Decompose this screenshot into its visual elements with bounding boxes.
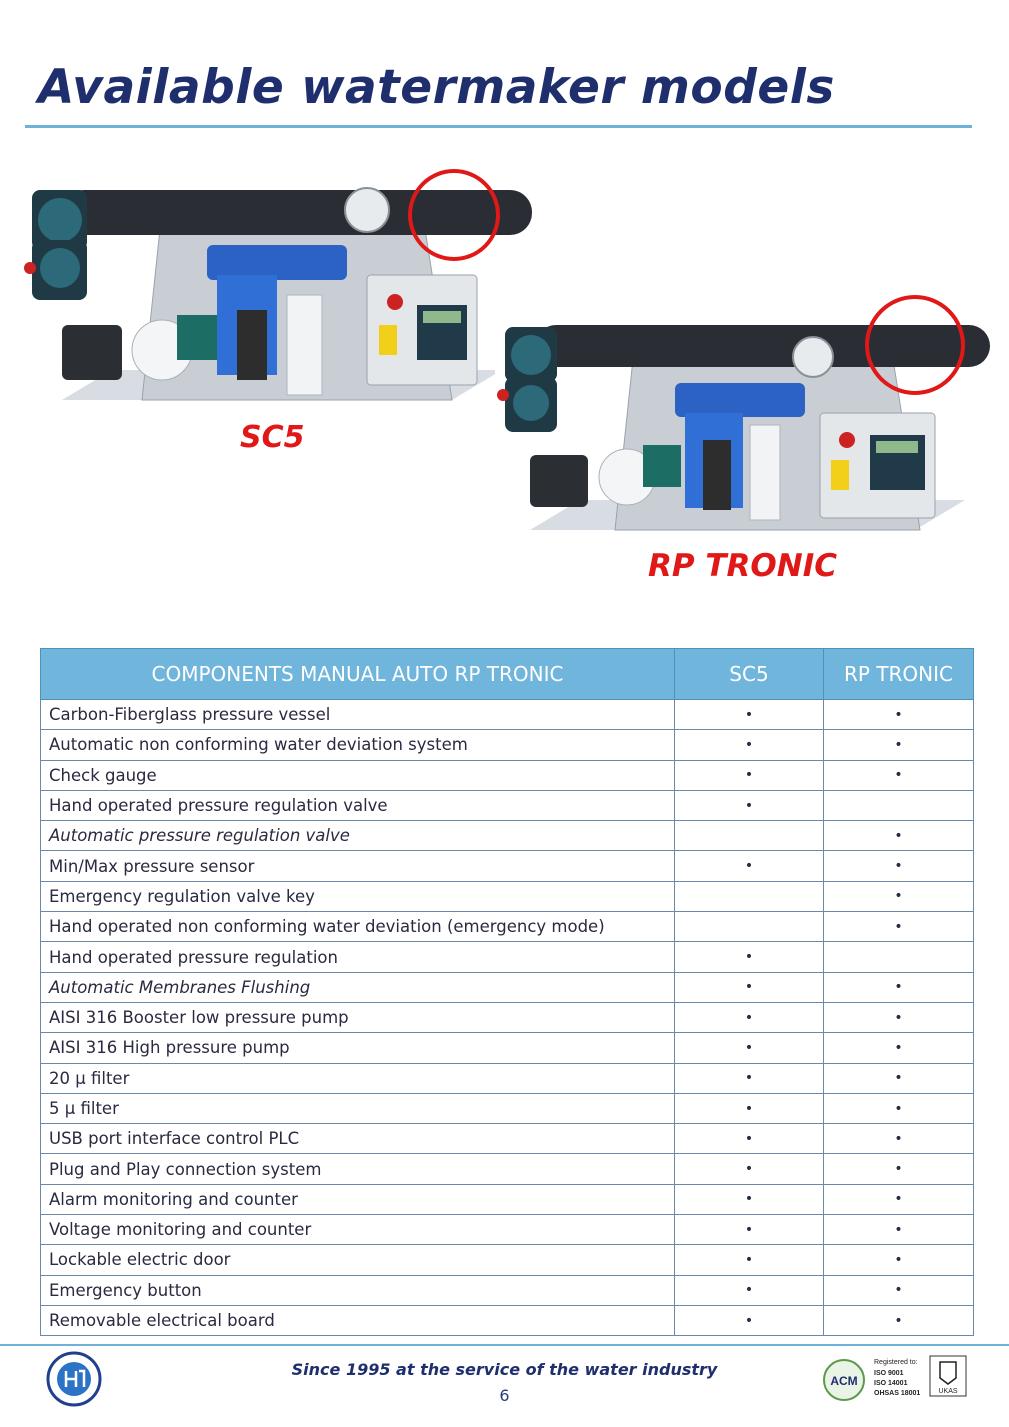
table-row [41, 972, 974, 1002]
sc5-availability-cell: • [675, 1154, 824, 1184]
component-name-cell: Hand operated pressure regulation [41, 942, 675, 972]
rp-tronic-availability-cell: • [824, 1154, 974, 1184]
rp-tronic-availability-cell: • [824, 1184, 974, 1214]
table-row [41, 1002, 974, 1032]
sc5-availability-cell: • [675, 851, 824, 881]
certification-logo [822, 1352, 972, 1411]
rp-tronic-availability-cell: • [824, 821, 974, 851]
rp-tronic-availability-cell: • [824, 972, 974, 1002]
sc5-availability-cell [675, 881, 824, 911]
table-row [41, 1215, 974, 1245]
svg-text:ACM: ACM [830, 1374, 858, 1388]
component-name-cell: Automatic Membranes Flushing [41, 972, 675, 1002]
page-title: Available watermaker models [38, 60, 835, 115]
table-row [41, 790, 974, 820]
sc5-availability-cell: • [675, 1275, 824, 1305]
svg-text:UKAS: UKAS [938, 1388, 958, 1395]
table-row [41, 700, 974, 730]
component-name-cell: AISI 316 Booster low pressure pump [41, 1002, 675, 1032]
sc5-availability-cell: • [675, 730, 824, 760]
table-row [41, 1245, 974, 1275]
table-row [41, 851, 974, 881]
rp-tronic-model-label: RP TRONIC [648, 548, 837, 584]
component-name-cell: Check gauge [41, 760, 675, 790]
sc5-column-header: SC5 [675, 649, 824, 700]
sc5-availability-cell: • [675, 1002, 824, 1032]
component-name-cell: 20 µ filter [41, 1063, 675, 1093]
svg-text:OHSAS 18001: OHSAS 18001 [874, 1390, 921, 1397]
table-row [41, 1093, 974, 1123]
components-table [40, 648, 974, 1336]
table-row [41, 1033, 974, 1063]
component-name-cell: Removable electrical board [41, 1305, 675, 1335]
component-name-cell: Carbon-Fiberglass pressure vessel [41, 700, 675, 730]
component-name-cell: Hand operated pressure regulation valve [41, 790, 675, 820]
sc5-availability-cell: • [675, 1184, 824, 1214]
sc5-availability-cell: • [675, 1305, 824, 1335]
component-name-cell: Automatic pressure regulation valve [41, 821, 675, 851]
sc5-availability-cell: • [675, 760, 824, 790]
component-name-cell: USB port interface control PLC [41, 1124, 675, 1154]
sc5-model-label: SC5 [240, 420, 305, 455]
rp-tronic-availability-cell: • [824, 1093, 974, 1123]
table-row [41, 1184, 974, 1214]
table-row [41, 912, 974, 942]
sc5-availability-cell: • [675, 1033, 824, 1063]
rp-tronic-availability-cell: • [824, 912, 974, 942]
sc5-availability-cell: • [675, 1063, 824, 1093]
svg-text:ISO 9001: ISO 9001 [874, 1370, 904, 1377]
rp-tronic-column-header: RP TRONIC [824, 649, 974, 700]
table-row [41, 760, 974, 790]
rp-tronic-availability-cell: • [824, 1033, 974, 1063]
components-column-header: COMPONENTS MANUAL AUTO RP TRONIC [41, 649, 675, 700]
component-name-cell: Lockable electric door [41, 1245, 675, 1275]
component-name-cell: Emergency regulation valve key [41, 881, 675, 911]
rp-tronic-availability-cell: • [824, 851, 974, 881]
component-name-cell: Voltage monitoring and counter [41, 1215, 675, 1245]
table-row [41, 1154, 974, 1184]
table-row [41, 1275, 974, 1305]
sc5-availability-cell: • [675, 1124, 824, 1154]
component-name-cell: Plug and Play connection system [41, 1154, 675, 1184]
rp-tronic-availability-cell: • [824, 730, 974, 760]
rp-tronic-product-image [495, 295, 997, 557]
rp-tronic-availability-cell: • [824, 1305, 974, 1335]
component-name-cell: AISI 316 High pressure pump [41, 1033, 675, 1063]
sc5-availability-cell: • [675, 972, 824, 1002]
sc5-availability-cell: • [675, 700, 824, 730]
page-number: 6 [499, 1386, 510, 1405]
rp-tronic-availability-cell: • [824, 1002, 974, 1032]
sc5-product-image [22, 150, 542, 425]
rp-tronic-availability-cell [824, 942, 974, 972]
svg-text:ISO 14001: ISO 14001 [874, 1380, 908, 1387]
component-name-cell: Automatic non conforming water deviation system [41, 730, 675, 760]
component-name-cell: Emergency button [41, 1275, 675, 1305]
rp-tronic-availability-cell: • [824, 881, 974, 911]
component-name-cell: Alarm monitoring and counter [41, 1184, 675, 1214]
rp-tronic-availability-cell: • [824, 1275, 974, 1305]
sc5-availability-cell: • [675, 1245, 824, 1275]
table-row [41, 1124, 974, 1154]
sc5-availability-cell: • [675, 1215, 824, 1245]
table-row [41, 821, 974, 851]
component-name-cell: 5 µ filter [41, 1093, 675, 1123]
rp-tronic-availability-cell: • [824, 760, 974, 790]
sc5-availability-cell: • [675, 1093, 824, 1123]
table-row [41, 1063, 974, 1093]
table-row [41, 1305, 974, 1335]
rp-tronic-availability-cell: • [824, 1215, 974, 1245]
component-name-cell: Hand operated non conforming water deviation (emergency mode) [41, 912, 675, 942]
table-row [41, 730, 974, 760]
rp-tronic-availability-cell: • [824, 1245, 974, 1275]
sc5-availability-cell: • [675, 790, 824, 820]
svg-text:Registered to:: Registered to: [874, 1359, 918, 1366]
sc5-availability-cell [675, 821, 824, 851]
rp-tronic-availability-cell: • [824, 1124, 974, 1154]
table-row [41, 942, 974, 972]
rp-tronic-availability-cell [824, 790, 974, 820]
rp-tronic-availability-cell: • [824, 700, 974, 730]
table-body [41, 700, 974, 1336]
component-name-cell: Min/Max pressure sensor [41, 851, 675, 881]
sc5-availability-cell: • [675, 942, 824, 972]
footer-divider [0, 1344, 1009, 1346]
rp-tronic-availability-cell: • [824, 1063, 974, 1093]
footer-tagline: Since 1995 at the service of the water industry [291, 1360, 718, 1379]
table-row [41, 881, 974, 911]
sc5-availability-cell [675, 912, 824, 942]
title-divider [25, 125, 972, 128]
table-header-row [41, 649, 974, 700]
